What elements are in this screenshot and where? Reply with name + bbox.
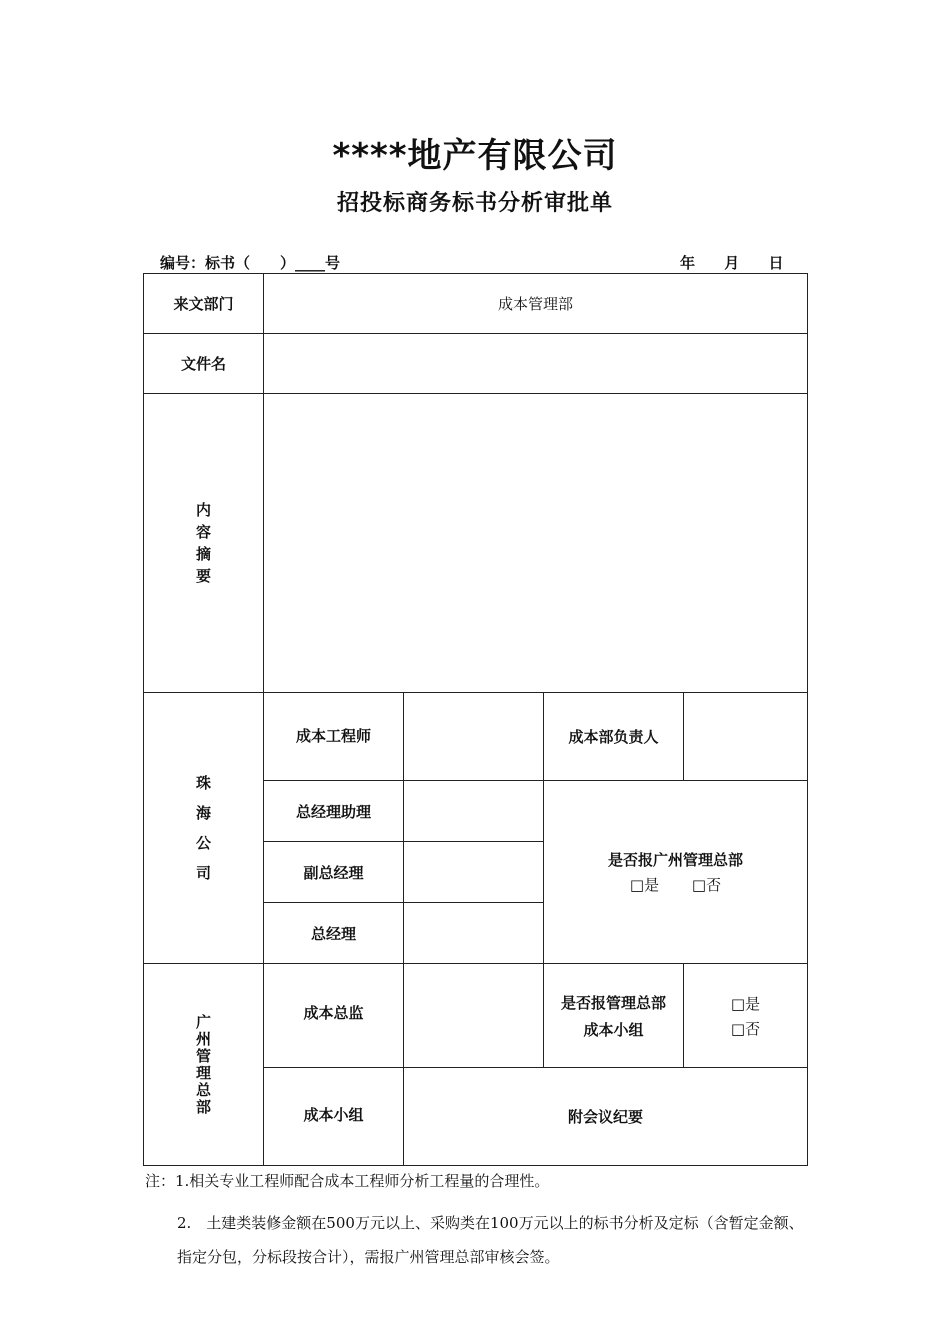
cost-director-sign[interactable]	[404, 964, 544, 1068]
zhuhai-label	[144, 693, 264, 964]
gz-char-1: 广	[195, 1012, 211, 1031]
cost-engineer-sign[interactable]	[404, 693, 544, 781]
date-year: 年	[680, 254, 696, 272]
dept-label: 来文部门	[144, 274, 264, 334]
report-hq-line2: 成本小组	[583, 1020, 644, 1039]
deputy-gm-label: 副总经理	[264, 842, 404, 903]
form-title: 招投标商务标书分析审批单	[336, 191, 613, 216]
summary-label	[144, 394, 264, 693]
form-number: 编号：标书（ ）____号	[160, 254, 341, 272]
notes	[145, 1170, 810, 1274]
cost-head-label: 成本部负责人	[544, 693, 684, 781]
zhuhai-char-2: 海	[195, 804, 211, 822]
gm-sign[interactable]	[404, 903, 544, 964]
dept-value: 成本管理部	[264, 274, 808, 334]
minutes-cell: 附会议纪要	[404, 1068, 808, 1166]
cost-director-label: 成本总监	[264, 964, 404, 1068]
file-value[interactable]	[264, 334, 808, 394]
date-day: 日	[768, 254, 784, 272]
note-2: 2. 土建类装修金额在500万元以上、采购类在100万元以上的标书分析及定标（含暂定金额、指定分包，分标段按合计），需报广州管理总部审核会签。	[177, 1214, 804, 1266]
gm-assistant-label: 总经理助理	[264, 781, 404, 842]
report-hq-question	[544, 964, 684, 1068]
file-label: 文件名	[144, 334, 264, 394]
note-1: 注：1.相关专业工程师配合成本工程师分析工程量的合理性。	[145, 1172, 550, 1190]
summary-char-3: 摘	[195, 545, 211, 563]
report-gz-yes-checkbox[interactable]: □是	[629, 876, 660, 894]
report-gz-cell	[544, 781, 808, 964]
cost-engineer-label: 成本工程师	[264, 693, 404, 781]
summary-char-1: 内	[195, 501, 211, 519]
summary-char-4: 要	[195, 567, 211, 585]
company-title: ****地产有限公司	[332, 136, 618, 176]
gm-assistant-sign[interactable]	[404, 781, 544, 842]
zhuhai-char-3: 公	[195, 834, 211, 852]
report-hq-line1: 是否报管理总部	[560, 993, 666, 1012]
summary-char-2: 容	[195, 523, 211, 541]
zhuhai-char-4: 司	[195, 864, 211, 882]
form-date	[680, 252, 808, 273]
gz-char-3: 管	[195, 1046, 211, 1065]
report-hq-options	[684, 964, 808, 1068]
gz-hq-label	[144, 964, 264, 1166]
report-gz-no-checkbox[interactable]: □否	[691, 876, 722, 894]
approval-table	[143, 273, 808, 1166]
cost-head-sign[interactable]	[684, 693, 808, 781]
gz-char-6: 部	[195, 1097, 211, 1116]
gz-char-2: 州	[195, 1029, 211, 1048]
gz-char-5: 总	[195, 1080, 211, 1099]
cost-group-label: 成本小组	[264, 1068, 404, 1166]
summary-value[interactable]	[264, 394, 808, 693]
gm-label: 总经理	[264, 903, 404, 964]
report-hq-yes-checkbox[interactable]: □是	[730, 994, 761, 1013]
report-gz-question: 是否报广州管理总部	[608, 851, 744, 869]
report-hq-no-checkbox[interactable]: □否	[730, 1019, 761, 1038]
deputy-gm-sign[interactable]	[404, 842, 544, 903]
gz-char-4: 理	[195, 1063, 211, 1082]
date-month: 月	[724, 254, 740, 272]
zhuhai-char-1: 珠	[195, 774, 211, 792]
